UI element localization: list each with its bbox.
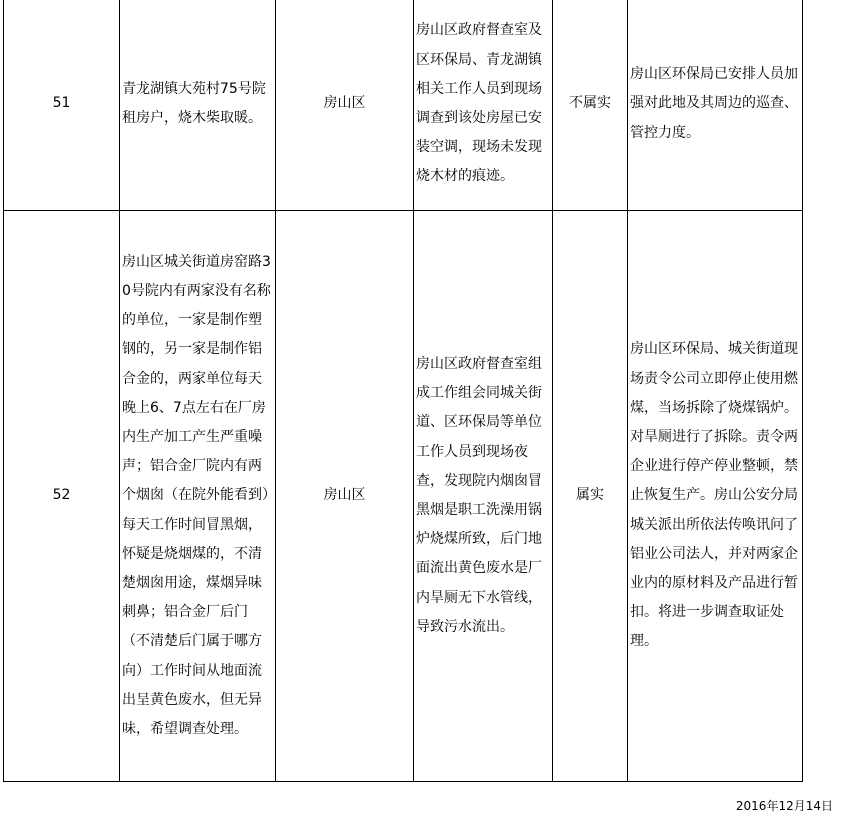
table-row bbox=[4, 0, 803, 211]
investigation-result: 房山区政府督查室及区环保局、青龙湖镇相关工作人员到现场调查到该处房屋已安装空调，现场未发现烧木材的痕迹。 bbox=[414, 0, 553, 211]
verdict: 属实 bbox=[553, 211, 628, 782]
table-row bbox=[4, 211, 803, 782]
verdict: 不属实 bbox=[553, 0, 628, 211]
district: 房山区 bbox=[276, 211, 414, 782]
district: 房山区 bbox=[276, 0, 414, 211]
row-number: 51 bbox=[4, 0, 120, 211]
investigation-result: 房山区政府督查室组成工作组会同城关街道、区环保局等单位工作人员到现场夜查，发现院内烟囱冒黑烟是职工洗澡用锅炉烧煤所致，后门地面流出黄色废水是厂内旱厕无下水管线，导致污水流出。 bbox=[414, 211, 553, 782]
complaint-content: 青龙湖镇大苑村75号院租房户，烧木柴取暖。 bbox=[120, 0, 276, 211]
handling-result: 房山区环保局已安排人员加强对此地及其周边的巡查、管控力度。 bbox=[628, 0, 803, 211]
complaint-content: 房山区城关街道房窑路30号院内有两家没有名称的单位，一家是制作塑钢的，另一家是制作铝合金的，两家单位每天晚上6、7点左右在厂房内生产加工产生严重噪声；铝合金厂院内有两个烟囱（在院外能看到）每天工作时间冒黑烟，怀疑是烧烟煤的，不清楚烟囱用途，煤烟异味刺鼻；铝合金厂后门（不清楚后门属于哪方向）工作时间从地面流出呈黄色废水，但无异味，希望调查处理。 bbox=[120, 211, 276, 782]
row-number: 52 bbox=[4, 211, 120, 782]
handling-result: 房山区环保局、城关街道现场责令公司立即停止使用燃煤，当场拆除了烧煤锅炉。对旱厕进行了拆除。责令两企业进行停产停业整顿，禁止恢复生产。房山公安分局城关派出所依法传唤讯问了铝业公司法人，并对两家企业内的原材料及产品进行暂扣。将进一步调查取证处理。 bbox=[628, 211, 803, 782]
document-date: 2016年12月14日 bbox=[735, 799, 833, 813]
complaint-table bbox=[3, 0, 803, 782]
